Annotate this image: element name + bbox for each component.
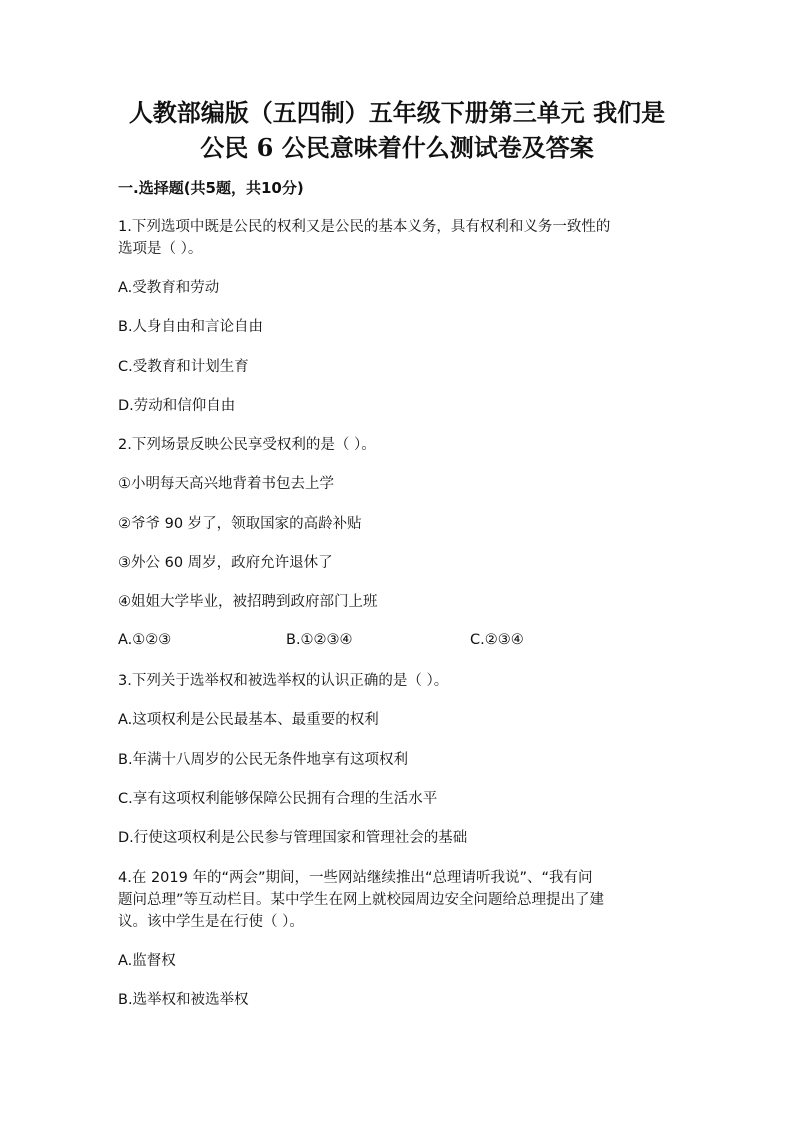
- question-1-stem-line-2: 选项是（ ）。: [118, 241, 203, 257]
- question-4-stem-line-2: 题问总理”等互动栏目。某中学生在网上就校园周边安全问题给总理提出了建: [118, 892, 605, 908]
- question-1-option-c: C.受教育和计划生育: [118, 359, 249, 375]
- question-1-option-b: B.人身自由和言论自由: [118, 319, 264, 335]
- question-4-stem-line-1: 4.在 2019 年的“两会”期间，一些网站继续推出“总理请听我说”、“我有问: [118, 870, 593, 886]
- question-3-stem: 3.下列关于选举权和被选举权的认识正确的是（ ）。: [118, 673, 449, 689]
- page-title-line-1: 人教部编版（五四制）五年级下册第三单元 我们是: [128, 98, 666, 127]
- question-2-item-4: ④姐姐大学毕业，被招聘到政府部门上班: [118, 594, 378, 610]
- question-1-stem-line-1: 1.下列选项中既是公民的权利又是公民的基本义务，具有权利和义务一致性的: [118, 219, 611, 235]
- question-3-option-d: D.行使这项权利是公民参与管理国家和管理社会的基础: [118, 830, 468, 846]
- question-3-option-b: B.年满十八周岁的公民无条件地享有这项权利: [118, 752, 409, 768]
- question-2-item-1: ①小明每天高兴地背着书包去上学: [118, 476, 334, 492]
- question-3-option-a: A.这项权利是公民最基本、最重要的权利: [118, 712, 379, 728]
- question-2-option-a: A.①②③: [118, 632, 172, 648]
- page-title-line-2: 公民 6 公民意味着什么测试卷及答案: [200, 133, 594, 162]
- question-1-option-d: D.劳动和信仰自由: [118, 398, 236, 414]
- question-4-stem-line-3: 议。该中学生是在行使（ ）。: [118, 914, 304, 930]
- question-1-option-a: A.受教育和劳动: [118, 280, 220, 296]
- question-2-item-2: ②爷爷 90 岁了，领取国家的高龄补贴: [118, 516, 362, 532]
- question-4-option-b: B.选举权和被选举权: [118, 992, 249, 1008]
- question-3-option-c: C.享有这项权利能够保障公民拥有合理的生活水平: [118, 791, 438, 807]
- question-2-option-c: C.②③④: [470, 632, 524, 648]
- question-2-item-3: ③外公 60 周岁，政府允许退休了: [118, 555, 333, 571]
- question-2-stem: 2.下列场景反映公民享受权利的是（ ）。: [118, 437, 376, 453]
- section-heading: 一.选择题(共5题，共10分): [118, 179, 304, 197]
- question-4-option-a: A.监督权: [118, 953, 176, 969]
- question-2-option-b: B.①②③④: [286, 632, 353, 648]
